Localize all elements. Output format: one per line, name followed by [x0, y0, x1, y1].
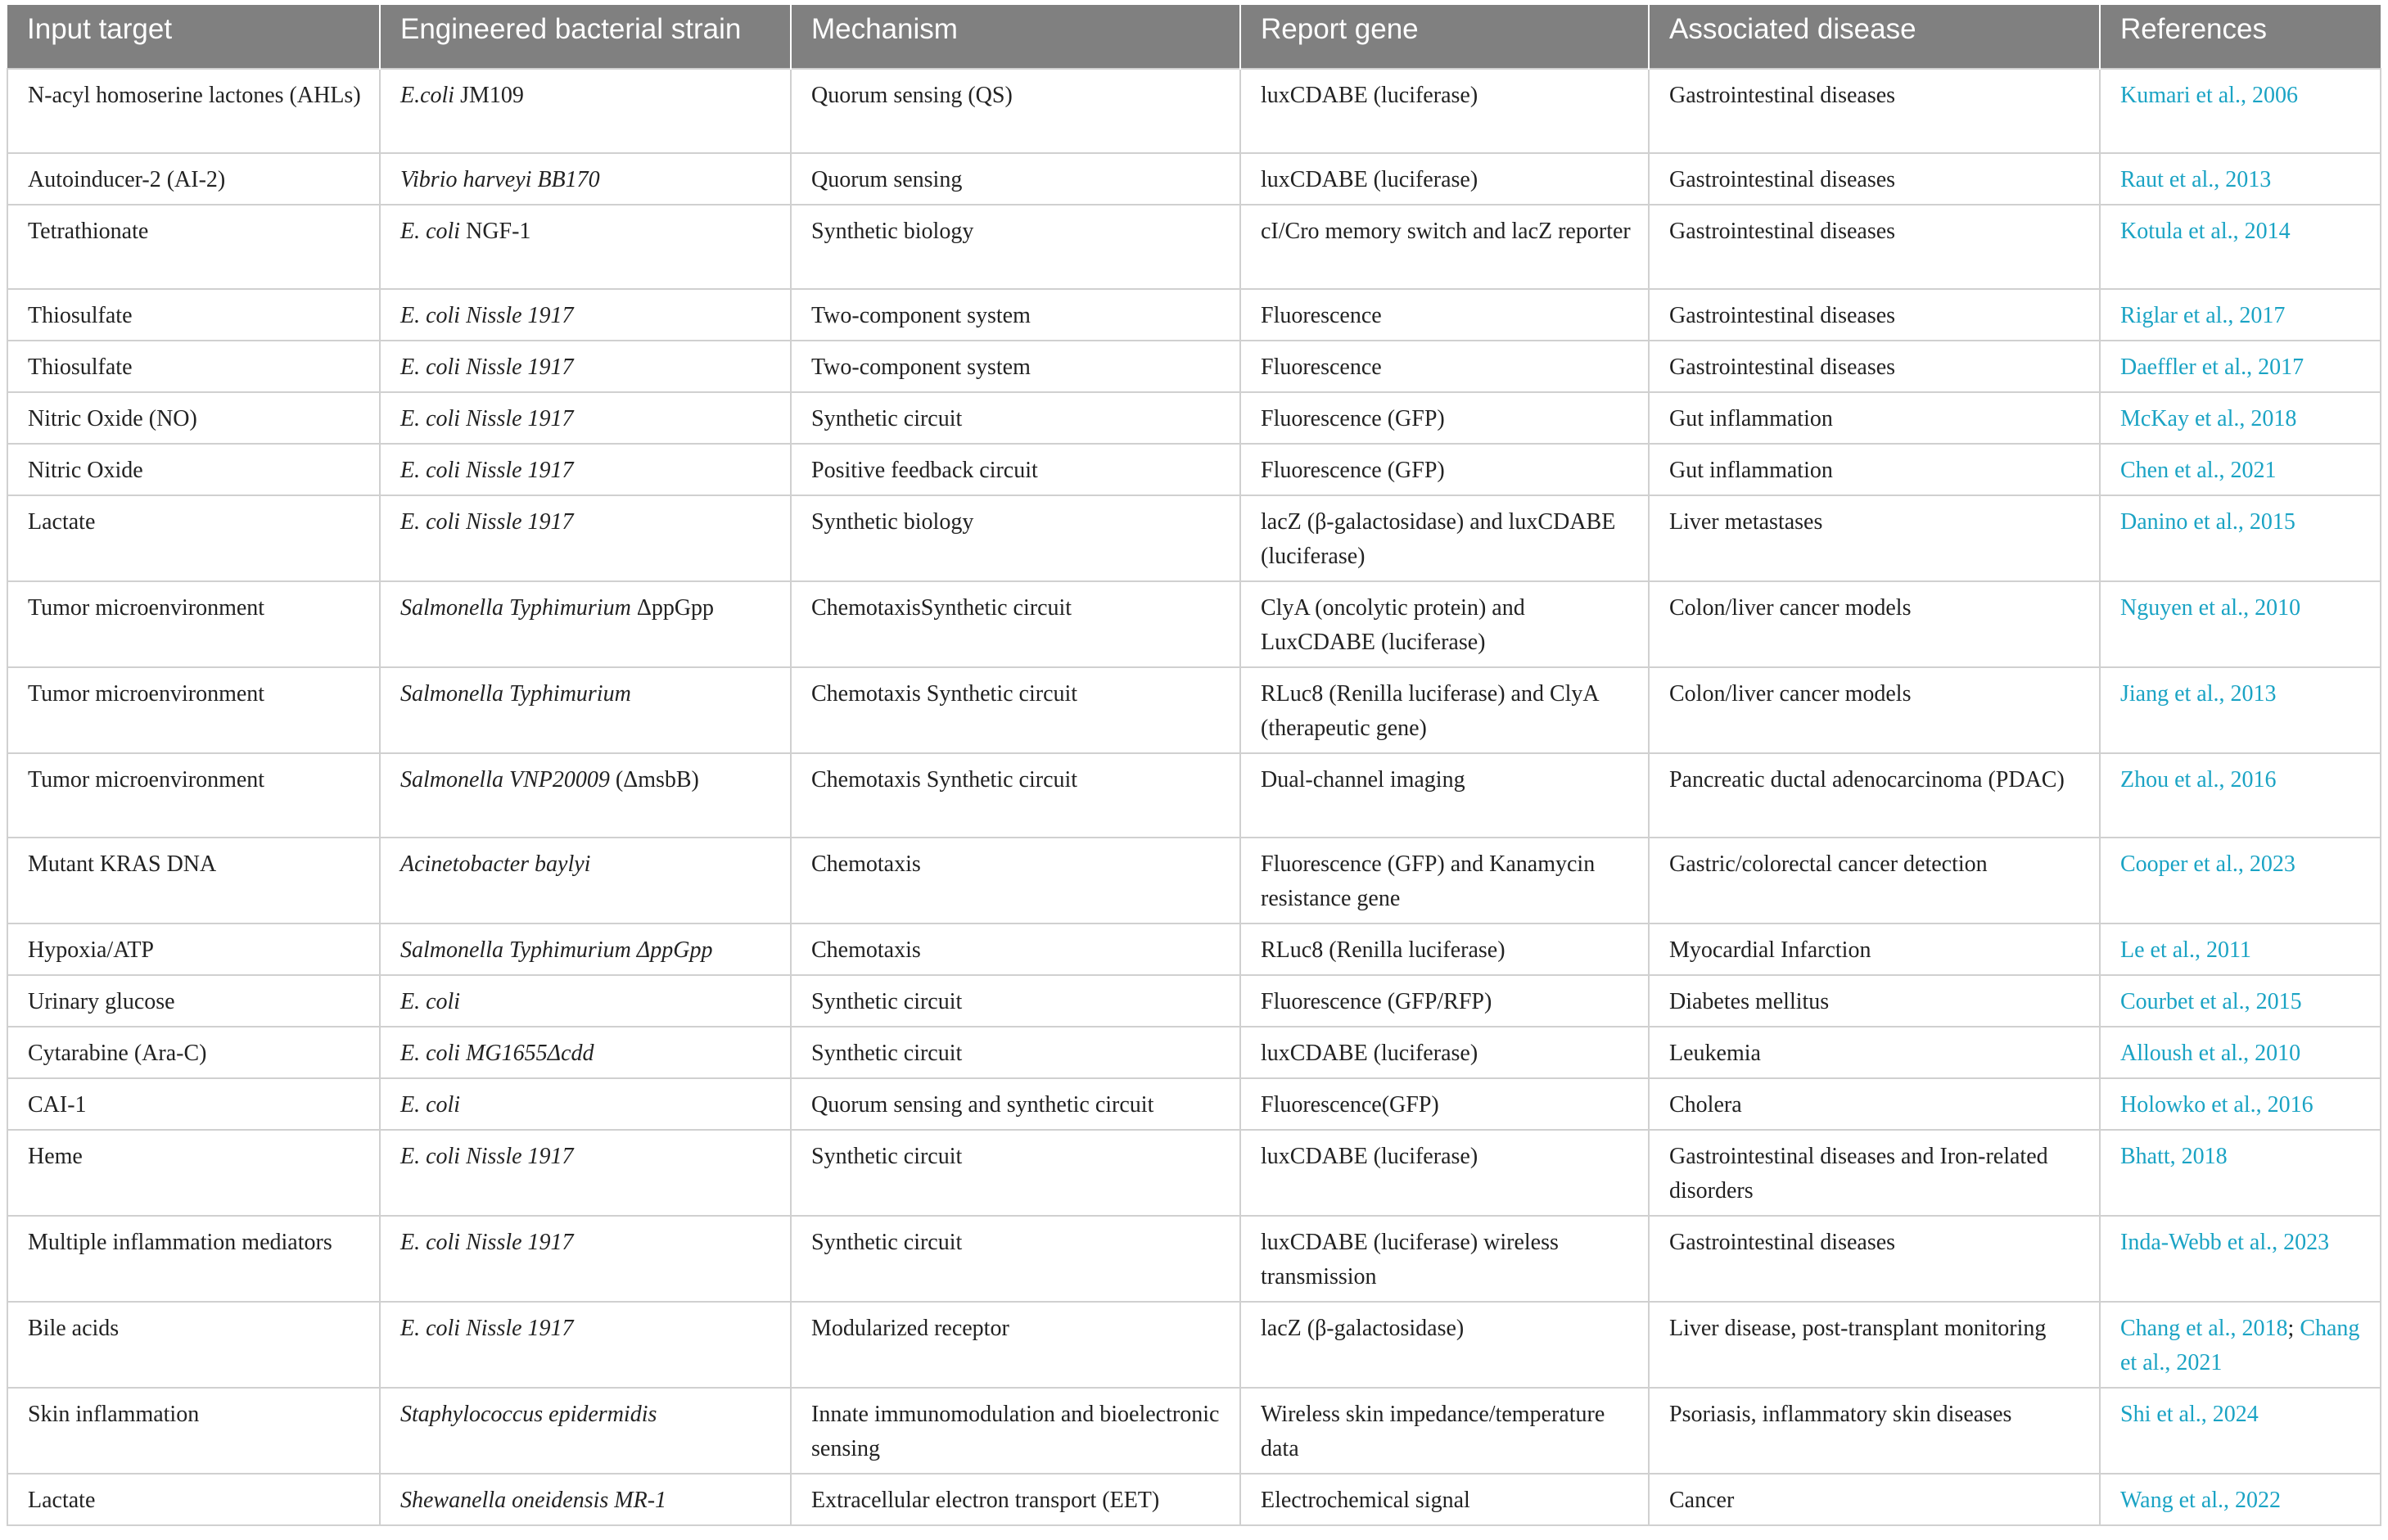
cell-references	[2100, 975, 2381, 1027]
reference-link[interactable]: Jiang et al., 2013	[2120, 681, 2277, 707]
cell-input-target: Autoinducer-2 (AI-2)	[7, 153, 380, 205]
table-row	[7, 444, 2381, 495]
cell-disease: Leukemia	[1649, 1027, 2100, 1078]
cell-mechanism: Innate immunomodulation and bioelectronic sensing	[791, 1388, 1240, 1474]
cell-strain	[380, 1130, 791, 1216]
cell-report-gene: cI/Cro memory switch and lacZ reporter	[1240, 205, 1649, 289]
strain-name-italic: Staphylococcus epidermidis	[400, 1402, 657, 1427]
cell-input-target: Tetrathionate	[7, 205, 380, 289]
cell-mechanism: Synthetic circuit	[791, 975, 1240, 1027]
cell-disease: Gastrointestinal diseases	[1649, 69, 2100, 153]
cell-report-gene: luxCDABE (luciferase)	[1240, 69, 1649, 153]
reference-link[interactable]: Wang et al., 2022	[2120, 1488, 2282, 1513]
table-row	[7, 153, 2381, 205]
cell-mechanism: Chemotaxis	[791, 838, 1240, 924]
cell-mechanism: Synthetic circuit	[791, 392, 1240, 444]
cell-references	[2100, 153, 2381, 205]
cell-report-gene: Fluorescence (GFP/RFP)	[1240, 975, 1649, 1027]
table-row	[7, 1216, 2381, 1302]
cell-report-gene: Dual-channel imaging	[1240, 753, 1649, 838]
reference-link[interactable]: Holowko et al., 2016	[2120, 1092, 2314, 1118]
cell-strain	[380, 1027, 791, 1078]
cell-strain	[380, 1216, 791, 1302]
cell-references	[2100, 924, 2381, 975]
table-row	[7, 753, 2381, 838]
cell-report-gene: luxCDABE (luciferase)	[1240, 1130, 1649, 1216]
cell-references	[2100, 581, 2381, 667]
cell-input-target: Thiosulfate	[7, 289, 380, 341]
strain-name-italic: E. coli Nissle 1917	[400, 1230, 574, 1255]
strain-name-italic: E. coli Nissle 1917	[400, 458, 574, 483]
cell-input-target: Thiosulfate	[7, 341, 380, 392]
header-strain: Engineered bacterial strain	[380, 5, 791, 69]
reference-link[interactable]: Danino et al., 2015	[2120, 509, 2295, 535]
cell-disease: Gastric/colorectal cancer detection	[1649, 838, 2100, 924]
strain-name-italic: E. coli	[400, 989, 461, 1014]
table-row	[7, 392, 2381, 444]
table-body	[7, 69, 2381, 1525]
cell-input-target: Skin inflammation	[7, 1388, 380, 1474]
cell-disease: Gut inflammation	[1649, 444, 2100, 495]
cell-input-target: Heme	[7, 1130, 380, 1216]
reference-link[interactable]: McKay et al., 2018	[2120, 406, 2297, 431]
cell-references	[2100, 495, 2381, 581]
cell-disease: Cholera	[1649, 1078, 2100, 1130]
strain-name-italic: Acinetobacter baylyi	[400, 851, 591, 877]
cell-input-target: N-acyl homoserine lactones (AHLs)	[7, 69, 380, 153]
strain-name-italic: E. coli Nissle 1917	[400, 303, 574, 328]
cell-disease: Myocardial Infarction	[1649, 924, 2100, 975]
reference-link[interactable]: Shi et al., 2024	[2120, 1402, 2259, 1427]
table-row	[7, 838, 2381, 924]
cell-strain	[380, 289, 791, 341]
cell-report-gene: Fluorescence (GFP)	[1240, 392, 1649, 444]
header-report-gene: Report gene	[1240, 5, 1649, 69]
cell-disease: Gastrointestinal diseases	[1649, 289, 2100, 341]
strain-name-italic: E. coli	[400, 1092, 461, 1118]
cell-strain	[380, 444, 791, 495]
reference-separator: ;	[2287, 1316, 2300, 1341]
strain-name-italic: Salmonella Typhimurium	[400, 595, 631, 621]
cell-input-target: Lactate	[7, 495, 380, 581]
cell-mechanism: Quorum sensing	[791, 153, 1240, 205]
reference-link[interactable]: Kotula et al., 2014	[2120, 219, 2291, 244]
cell-input-target: Nitric Oxide	[7, 444, 380, 495]
cell-strain	[380, 753, 791, 838]
cell-input-target: Mutant KRAS DNA	[7, 838, 380, 924]
strain-name-italic: E. coli	[400, 219, 461, 244]
cell-report-gene: luxCDABE (luciferase) wireless transmission	[1240, 1216, 1649, 1302]
cell-mechanism: Positive feedback circuit	[791, 444, 1240, 495]
cell-disease: Gastrointestinal diseases	[1649, 205, 2100, 289]
header-disease: Associated disease	[1649, 5, 2100, 69]
cell-disease: Colon/liver cancer models	[1649, 581, 2100, 667]
strain-name-suffix: NGF-1	[460, 219, 531, 244]
header-mechanism: Mechanism	[791, 5, 1240, 69]
table-row	[7, 69, 2381, 153]
cell-report-gene: lacZ (β-galactosidase)	[1240, 1302, 1649, 1388]
cell-input-target: Lactate	[7, 1474, 380, 1525]
cell-disease: Cancer	[1649, 1474, 2100, 1525]
reference-link[interactable]: Alloush et al., 2010	[2120, 1041, 2301, 1066]
data-table	[7, 5, 2381, 1526]
table-row	[7, 205, 2381, 289]
table-row	[7, 289, 2381, 341]
cell-mechanism: Quorum sensing and synthetic circuit	[791, 1078, 1240, 1130]
cell-input-target: Urinary glucose	[7, 975, 380, 1027]
strain-name-italic: Vibrio harveyi BB170	[400, 167, 600, 192]
header-row	[7, 5, 2381, 69]
cell-report-gene: Electrochemical signal	[1240, 1474, 1649, 1525]
cell-report-gene: Fluorescence	[1240, 289, 1649, 341]
table-row	[7, 1027, 2381, 1078]
cell-references	[2100, 1027, 2381, 1078]
cell-mechanism: Two-component system	[791, 289, 1240, 341]
cell-input-target: Cytarabine (Ara-C)	[7, 1027, 380, 1078]
cell-disease: Gastrointestinal diseases and Iron-related disorders	[1649, 1130, 2100, 1216]
cell-report-gene: RLuc8 (Renilla luciferase) and ClyA (therapeutic gene)	[1240, 667, 1649, 753]
cell-report-gene: lacZ (β-galactosidase) and luxCDABE (luciferase)	[1240, 495, 1649, 581]
cell-references	[2100, 392, 2381, 444]
cell-disease: Liver metastases	[1649, 495, 2100, 581]
cell-input-target: Tumor microenvironment	[7, 753, 380, 838]
reference-link[interactable]: Chang et al., 2018	[2120, 1316, 2288, 1341]
cell-references	[2100, 753, 2381, 838]
cell-references	[2100, 341, 2381, 392]
cell-references	[2100, 1388, 2381, 1474]
cell-report-gene: Fluorescence(GFP)	[1240, 1078, 1649, 1130]
cell-mechanism: Chemotaxis Synthetic circuit	[791, 667, 1240, 753]
cell-disease: Gastrointestinal diseases	[1649, 153, 2100, 205]
reference-link[interactable]: Daeffler et al., 2017	[2120, 355, 2304, 380]
cell-disease: Liver disease, post-transplant monitoring	[1649, 1302, 2100, 1388]
table-row	[7, 667, 2381, 753]
reference-link[interactable]: Zhou et al., 2016	[2120, 767, 2277, 793]
cell-strain	[380, 1474, 791, 1525]
cell-disease: Gastrointestinal diseases	[1649, 1216, 2100, 1302]
cell-strain	[380, 924, 791, 975]
cell-strain	[380, 1302, 791, 1388]
cell-references	[2100, 69, 2381, 153]
reference-link[interactable]: Bhatt, 2018	[2120, 1144, 2228, 1169]
table-row	[7, 1302, 2381, 1388]
table-row	[7, 495, 2381, 581]
cell-strain	[380, 341, 791, 392]
cell-references	[2100, 289, 2381, 341]
table-row	[7, 975, 2381, 1027]
cell-mechanism: Chemotaxis	[791, 924, 1240, 975]
cell-report-gene: Fluorescence (GFP) and Kanamycin resistance gene	[1240, 838, 1649, 924]
cell-strain	[380, 581, 791, 667]
header-input-target: Input target	[7, 5, 380, 69]
cell-mechanism: Synthetic biology	[791, 495, 1240, 581]
reference-link[interactable]: Inda-Webb et al., 2023	[2120, 1230, 2330, 1255]
reference-link[interactable]: Nguyen et al., 2010	[2120, 595, 2301, 621]
table-row	[7, 581, 2381, 667]
strain-name-italic: E. coli Nissle 1917	[400, 355, 574, 380]
cell-input-target: Hypoxia/ATP	[7, 924, 380, 975]
cell-disease: Diabetes mellitus	[1649, 975, 2100, 1027]
cell-report-gene: Wireless skin impedance/temperature data	[1240, 1388, 1649, 1474]
strain-name-italic: Salmonella Typhimurium ΔppGpp	[400, 937, 713, 963]
reference-link[interactable]: Kumari et al., 2006	[2120, 83, 2298, 108]
cell-report-gene: ClyA (oncolytic protein) and LuxCDABE (luciferase)	[1240, 581, 1649, 667]
cell-disease: Psoriasis, inflammatory skin diseases	[1649, 1388, 2100, 1474]
strain-name-italic: Salmonella VNP20009	[400, 767, 610, 793]
cell-disease: Gut inflammation	[1649, 392, 2100, 444]
reference-link[interactable]: Chen et al., 2021	[2120, 458, 2277, 483]
cell-disease: Colon/liver cancer models	[1649, 667, 2100, 753]
strain-name-italic: Shewanella oneidensis MR-1	[400, 1488, 667, 1513]
strain-name-suffix: (ΔmsbB)	[609, 767, 699, 793]
table-row	[7, 1078, 2381, 1130]
cell-mechanism: Modularized receptor	[791, 1302, 1240, 1388]
cell-strain	[380, 1078, 791, 1130]
cell-mechanism: Synthetic circuit	[791, 1216, 1240, 1302]
cell-report-gene: Fluorescence	[1240, 341, 1649, 392]
strain-name-suffix: ΔppGpp	[630, 595, 715, 621]
cell-strain	[380, 838, 791, 924]
cell-disease: Pancreatic ductal adenocarcinoma (PDAC)	[1649, 753, 2100, 838]
cell-strain	[380, 205, 791, 289]
cell-strain	[380, 153, 791, 205]
cell-report-gene: luxCDABE (luciferase)	[1240, 1027, 1649, 1078]
cell-report-gene: luxCDABE (luciferase)	[1240, 153, 1649, 205]
cell-references	[2100, 444, 2381, 495]
cell-report-gene: RLuc8 (Renilla luciferase)	[1240, 924, 1649, 975]
reference-link[interactable]: Le et al., 2011	[2120, 937, 2251, 963]
strain-name-italic: E. coli Nissle 1917	[400, 1316, 574, 1341]
strain-name-italic: E. coli MG1655Δcdd	[400, 1041, 594, 1066]
cell-strain	[380, 69, 791, 153]
cell-mechanism: Synthetic circuit	[791, 1130, 1240, 1216]
cell-mechanism: Synthetic biology	[791, 205, 1240, 289]
strain-name-italic: E.coli	[400, 83, 455, 108]
strain-name-italic: E. coli Nissle 1917	[400, 406, 574, 431]
table-row	[7, 1388, 2381, 1474]
table-row	[7, 1474, 2381, 1525]
cell-input-target: Tumor microenvironment	[7, 581, 380, 667]
cell-report-gene: Fluorescence (GFP)	[1240, 444, 1649, 495]
reference-link[interactable]: Chang et al., 2021	[2120, 1316, 2360, 1375]
cell-strain	[380, 1388, 791, 1474]
reference-link[interactable]: Riglar et al., 2017	[2120, 303, 2286, 328]
cell-references	[2100, 1078, 2381, 1130]
cell-mechanism: Chemotaxis Synthetic circuit	[791, 753, 1240, 838]
strain-name-italic: E. coli Nissle 1917	[400, 509, 574, 535]
strain-name-italic: E. coli Nissle 1917	[400, 1144, 574, 1169]
cell-references	[2100, 1302, 2381, 1388]
cell-input-target: Tumor microenvironment	[7, 667, 380, 753]
strain-name-italic: Salmonella Typhimurium	[400, 681, 631, 707]
cell-mechanism: Two-component system	[791, 341, 1240, 392]
reference-link[interactable]: Cooper et al., 2023	[2120, 851, 2295, 877]
cell-references	[2100, 1130, 2381, 1216]
cell-disease: Gastrointestinal diseases	[1649, 341, 2100, 392]
cell-mechanism: Quorum sensing (QS)	[791, 69, 1240, 153]
header-references: References	[2100, 5, 2381, 69]
cell-strain	[380, 975, 791, 1027]
cell-mechanism: Synthetic circuit	[791, 1027, 1240, 1078]
cell-references	[2100, 205, 2381, 289]
cell-references	[2100, 838, 2381, 924]
cell-mechanism: ChemotaxisSynthetic circuit	[791, 581, 1240, 667]
cell-strain	[380, 392, 791, 444]
cell-references	[2100, 667, 2381, 753]
cell-mechanism: Extracellular electron transport (EET)	[791, 1474, 1240, 1525]
cell-references	[2100, 1474, 2381, 1525]
table-row	[7, 1130, 2381, 1216]
table-container	[7, 5, 2380, 1526]
cell-input-target: CAI-1	[7, 1078, 380, 1130]
strain-name-suffix: JM109	[454, 83, 524, 108]
cell-input-target: Multiple inflammation mediators	[7, 1216, 380, 1302]
cell-references	[2100, 1216, 2381, 1302]
table-row	[7, 341, 2381, 392]
reference-link[interactable]: Courbet et al., 2015	[2120, 989, 2302, 1014]
reference-link[interactable]: Raut et al., 2013	[2120, 167, 2272, 192]
cell-strain	[380, 495, 791, 581]
table-row	[7, 924, 2381, 975]
cell-strain	[380, 667, 791, 753]
cell-input-target: Nitric Oxide (NO)	[7, 392, 380, 444]
cell-input-target: Bile acids	[7, 1302, 380, 1388]
